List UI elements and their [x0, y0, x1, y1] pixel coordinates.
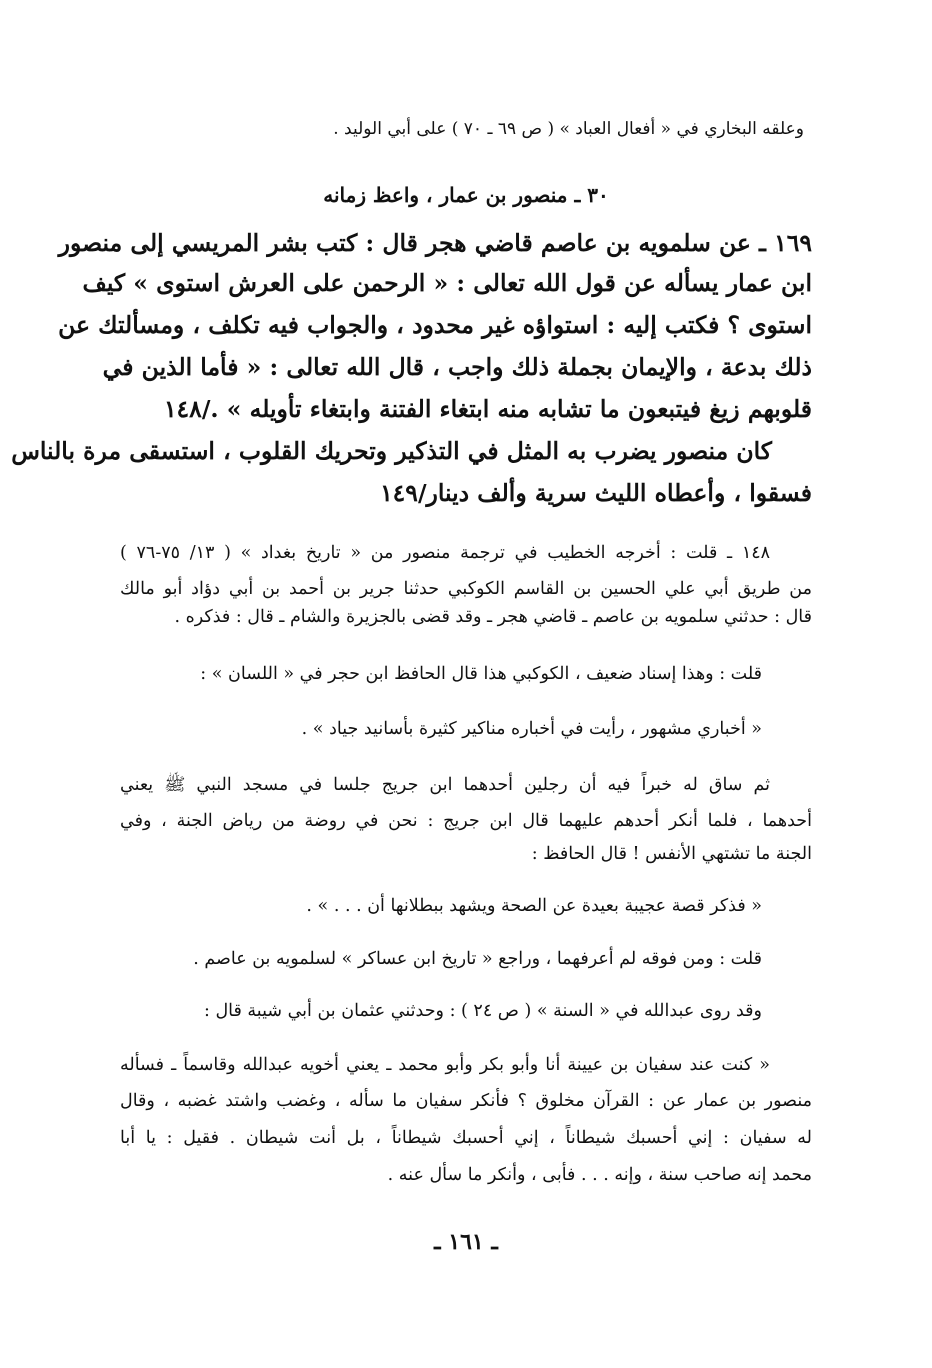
footnote-line: « فذكر قصة عجيبة بعيدة عن الصحة ويشهد ببطلانها أن . . . » . [306, 896, 762, 916]
section-heading: ٣٠ ـ منصور بن عمار ، واعظ زمانه [323, 183, 609, 207]
main-text-line: كان منصور يضرب به المثل في التذكير وتحريك القلوب ، استسقى مرة بالناس [11, 437, 772, 465]
footnote-line: « أخباري مشهور ، رأيت في أخباره مناكير كثيرة بأسانيد جياد » . [301, 719, 762, 739]
footnote-line: الجنة ما تشتهي الأنفس ! قال الحافظ : [531, 844, 812, 864]
top-line: وعلقه البخاري في « أفعال العباد » ( ص ٦٩ ـ ٧٠ ) على أبي الوليد . [333, 119, 804, 139]
footnote-line: وقد روى عبدالله في « السنة » ( ص ٢٤ ) : وحدثني عثمان بن أبي شيبة قال : [203, 1001, 762, 1021]
footnote-line: ١٤٨ ـ قلت : أخرجه الخطيب في ترجمة منصور من « تاريخ بغداد » ( ١٣/ ٧٥-٧٦ ) [120, 543, 771, 563]
main-text-line: ١٦٩ ـ عن سلمويه بن عاصم قاضي هجر قال : كتب بشر المريسي إلى منصور [58, 229, 812, 257]
footnote-line: محمد إنه صاحب سنة ، وإنه . . . فأبى ، وأنكر ما سأل عنه . [387, 1165, 812, 1185]
main-text-line: ابن عمار يسأله عن قول الله تعالى : « الرحمن على العرش استوى » كيف [82, 269, 812, 297]
footnote-line: له سفيان : إني أحسبك شيطاناً ، إني أحسبك شيطاناً ، بل أنت شيطان . فقيل : يا أبا [120, 1128, 812, 1148]
main-text-line: فسقوا ، وأعطاه الليث سرية وألف دينار/١٤٩ [380, 479, 812, 507]
footnote-line: قلت : وهذا إسناد ضعيف ، الكوكبي هذا قال الحافظ ابن حجر في « اللسان » : [200, 664, 762, 684]
footnote-line: ثم ساق له خبراً فيه أن رجلين أحدهما ابن جريج جلسا في مسجد النبي ﷺ يعني [120, 775, 770, 795]
main-text-line: ذلك بدعة ، والإيمان بجملة ذلك واجب ، قال الله تعالى : « فأما الذين في [102, 353, 812, 381]
main-text-line: استوى ؟ فكتب إليه : استواؤه غير محدود ، والجواب فيه تكلف ، ومسألتك عن [58, 311, 812, 339]
footnote-line: أحدهما ، فلما أنكر أحدهم عليهما قال ابن جريج : نحن في روضة من رياض الجنة ، وفي [120, 811, 812, 831]
footnote-line: قلت : ومن فوقه لم أعرفهما ، وراجع « تاريخ ابن عساكر » لسلمويه بن عاصم . [193, 949, 762, 969]
footnote-line: قال : حدثني سلمويه بن عاصم ـ قاضي هجر ـ وقد قضى بالجزيرة والشام ـ قال : فذكره . [174, 607, 812, 627]
footnote-line: « كنت عند سفيان بن عيينة أنا وأبو بكر وأبو محمد ـ يعني أخويه عبدالله وقاسماً ـ فسأله [120, 1055, 770, 1075]
footnote-line: منصور بن عمار عن : القرآن مخلوق ؟ فأنكر سفيان ما سأله ، وغضب واشتد غضبه ، وقال [120, 1091, 812, 1111]
footnote-line: من طريق أبي علي الحسين بن القاسم الكوكبي حدثنا جرير بن أحمد بن أبي دؤاد أبو مالك [120, 579, 812, 599]
page-number: ـ ١٦١ ـ [434, 1229, 498, 1255]
main-text-line: قلوبهم زيغ فيتبعون ما تشابه منه ابتغاء الفتنة وابتغاء تأويله » ./١٤٨ [163, 395, 812, 423]
